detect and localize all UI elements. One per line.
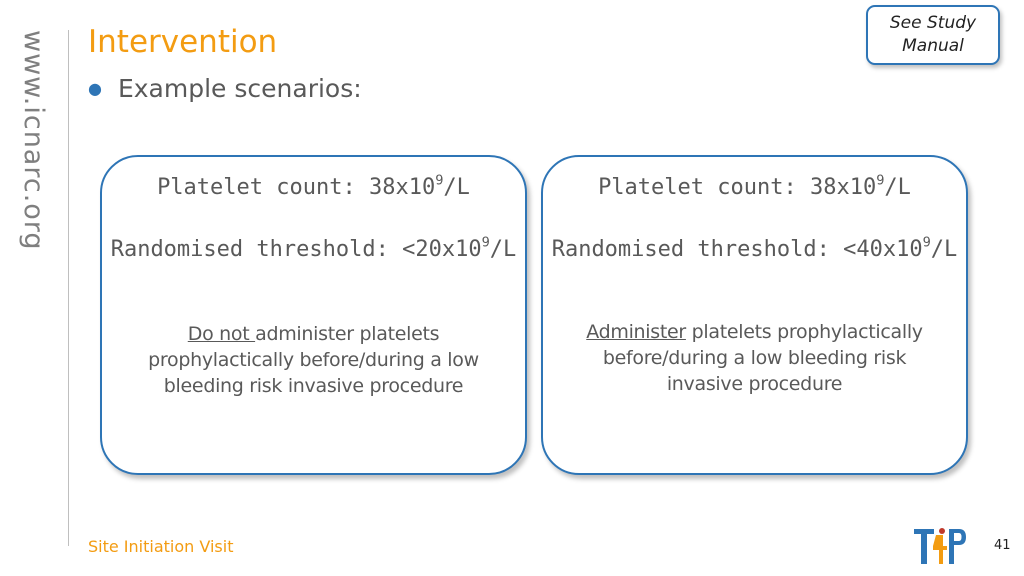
bullet-text: Example scenarios:: [117, 74, 362, 103]
bullet-point: [88, 74, 362, 103]
bullet-icon: ●: [88, 79, 102, 98]
scenario-card-right: [541, 155, 968, 475]
manual-button-line1: See Study: [889, 13, 977, 33]
see-study-manual-button[interactable]: [866, 5, 1000, 65]
platelet-count: Platelet count: $38x10^9/L$: [157, 172, 470, 200]
randomised-threshold: Randomised threshold: $<40x10^9/L$: [551, 234, 958, 262]
action-instruction: [122, 321, 505, 399]
footer-label: Site Initiation Visit: [88, 537, 234, 556]
t4p-logo-icon: [912, 526, 968, 566]
scenario-card-left: [100, 155, 527, 475]
action-instruction: [563, 319, 946, 397]
page-number: 41: [994, 538, 1011, 553]
vertical-divider: [68, 30, 69, 546]
platelet-count: Platelet count: $38x10^9/L$: [598, 172, 911, 200]
website-url-vertical: www.icnarc.org: [18, 30, 49, 251]
action-text: platelets prophylactically before/during a low bleeding risk invasive procedure: [602, 321, 923, 395]
slide-title: Intervention: [88, 24, 278, 60]
manual-button-line2: Manual: [902, 36, 964, 56]
action-emphasis: Do not: [187, 323, 256, 345]
action-emphasis: Administer: [586, 321, 686, 343]
action-text: administer platelets prophylactically before/during a low bleeding risk invasive procedure: [148, 323, 479, 397]
randomised-threshold: Randomised threshold: $<20x10^9/L$: [110, 234, 517, 262]
